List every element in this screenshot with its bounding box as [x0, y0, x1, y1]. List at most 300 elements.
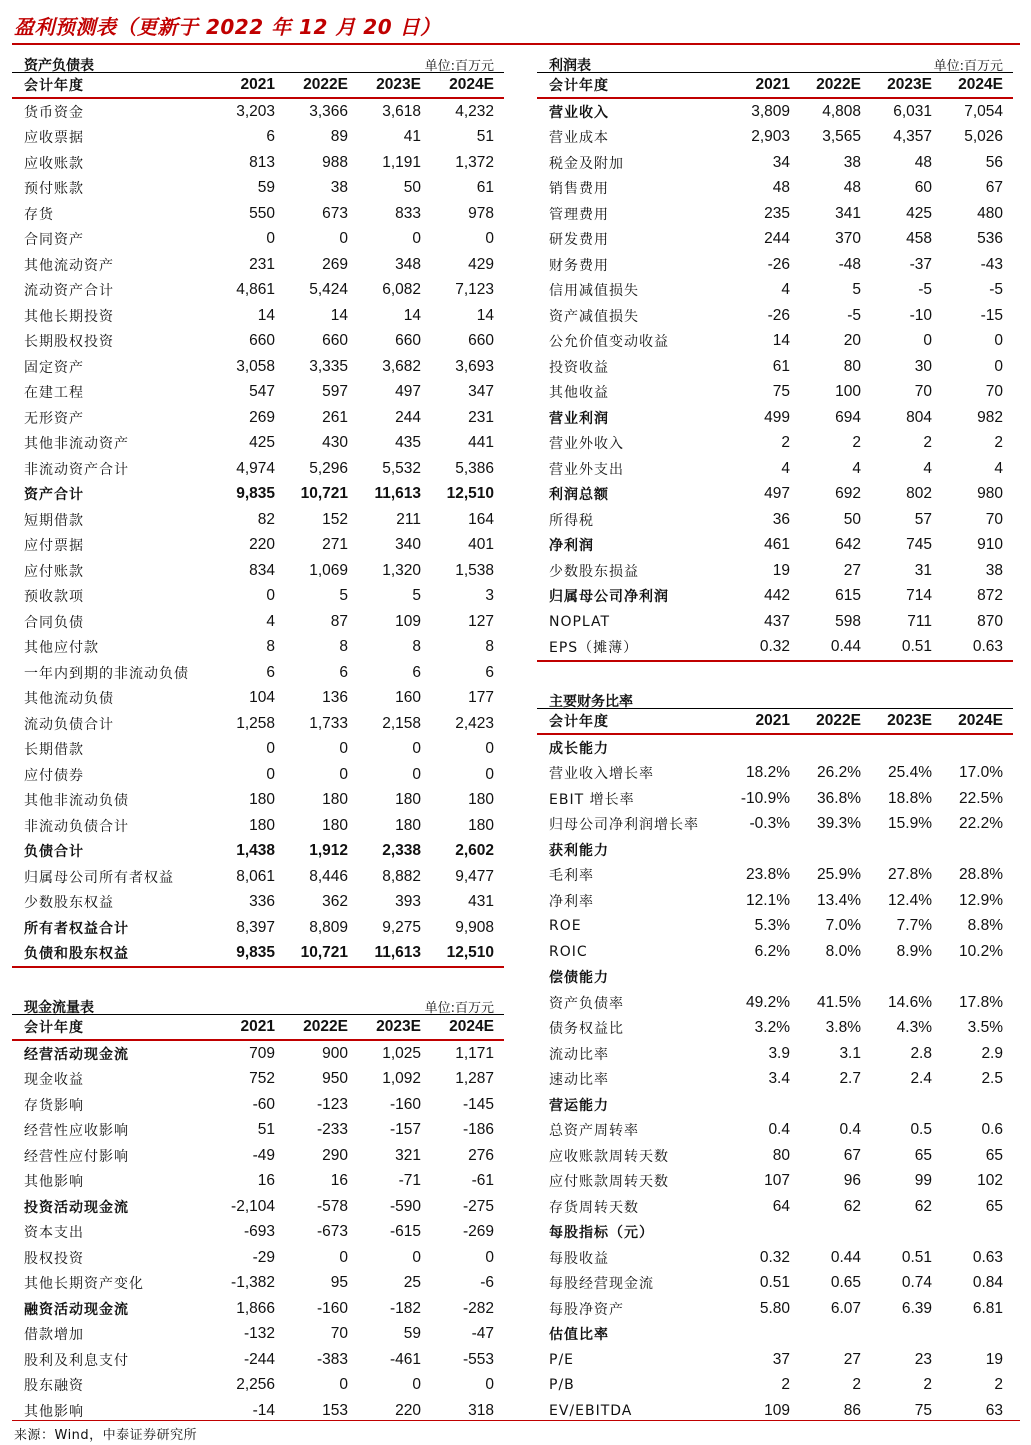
header-label: 会计年度 — [12, 73, 212, 98]
table-row — [537, 914, 1013, 940]
value-cell: 2.8 — [910, 1044, 932, 1062]
table-row — [12, 762, 504, 788]
value-cell: 425 — [249, 434, 275, 452]
value-cell: 2 — [781, 1376, 790, 1394]
value-cell: 642 — [835, 536, 861, 554]
value-cell: 9,908 — [455, 918, 494, 936]
value-cell: 3 — [485, 587, 494, 605]
row-label: 资产负债率 — [549, 995, 624, 1012]
value-cell: 370 — [835, 230, 861, 248]
value-cell: 36.8% — [817, 789, 861, 807]
table-row — [12, 1194, 504, 1220]
value-cell: 615 — [835, 587, 861, 605]
value-cell: 25.4% — [888, 764, 932, 782]
table-row — [537, 584, 1013, 610]
value-cell: 3,693 — [455, 357, 494, 375]
value-cell: 988 — [322, 153, 348, 171]
row-label: 估值比率 — [549, 1327, 609, 1344]
value-cell — [871, 734, 942, 761]
balance-sheet-unit: 单位:百万元 — [424, 59, 494, 74]
value-cell: 348 — [395, 255, 421, 273]
value-cell: 269 — [249, 408, 275, 426]
value-cell: 261 — [322, 408, 348, 426]
value-cell: 0 — [485, 230, 494, 248]
value-cell: 14.6% — [888, 993, 932, 1011]
value-cell: 276 — [468, 1146, 494, 1164]
value-cell: 982 — [977, 408, 1003, 426]
table-row — [12, 456, 504, 482]
value-cell: 50 — [843, 510, 861, 528]
value-cell: 22.2% — [959, 815, 1003, 833]
value-cell — [800, 1322, 871, 1348]
row-label: 合同负债 — [24, 614, 84, 631]
value-cell: 0 — [339, 1376, 348, 1394]
value-cell — [729, 1092, 800, 1118]
value-cell — [942, 1092, 1013, 1118]
value-cell: 3.8% — [825, 1019, 861, 1037]
value-cell: 1,171 — [455, 1044, 494, 1062]
value-cell: 109 — [395, 612, 421, 630]
row-label: 非流动负债合计 — [24, 818, 129, 835]
value-cell: 14 — [772, 332, 790, 350]
value-cell: -14 — [252, 1401, 275, 1419]
table-row — [12, 1245, 504, 1271]
value-cell: 3.9 — [768, 1044, 790, 1062]
value-cell: 3,366 — [309, 102, 348, 120]
value-cell: 27 — [843, 1350, 861, 1368]
value-cell: 5,386 — [455, 459, 494, 477]
table-row — [537, 761, 1013, 787]
value-cell: 714 — [906, 587, 932, 605]
value-cell: 4,808 — [822, 102, 861, 120]
row-label: 投资活动现金流 — [24, 1199, 129, 1216]
row-label: 在建工程 — [24, 385, 84, 402]
value-cell: 0.63 — [972, 1248, 1003, 1266]
row-label: 长期股权投资 — [24, 334, 114, 351]
table-row — [537, 201, 1013, 227]
value-cell: 2,903 — [751, 128, 790, 146]
value-cell: 57 — [914, 510, 932, 528]
value-cell: 536 — [977, 230, 1003, 248]
value-cell: 425 — [906, 204, 932, 222]
value-cell — [729, 965, 800, 991]
value-cell: 180 — [322, 816, 348, 834]
value-cell: 67 — [843, 1146, 861, 1164]
value-cell — [871, 1322, 942, 1348]
table-row — [12, 890, 504, 916]
value-cell: -2,104 — [231, 1197, 275, 1215]
balance-sheet-header — [12, 50, 504, 73]
value-cell: 231 — [468, 408, 494, 426]
value-cell: 0.51 — [759, 1274, 790, 1292]
row-label: P/E — [549, 1351, 575, 1368]
table-row — [537, 1194, 1013, 1220]
value-cell — [871, 1092, 942, 1118]
table-row — [12, 329, 504, 355]
value-cell — [942, 1220, 1013, 1246]
year-column-header: 2021 — [212, 73, 285, 98]
value-cell: 4 — [781, 459, 790, 477]
value-cell: 0.32 — [759, 1248, 790, 1266]
table-row — [12, 839, 504, 865]
table-row — [12, 1169, 504, 1195]
value-cell: 2.5 — [981, 1070, 1003, 1088]
value-cell — [729, 1322, 800, 1348]
value-cell: -269 — [462, 1223, 494, 1241]
row-label: 营业利润 — [549, 410, 609, 427]
row-label: 长期借款 — [24, 742, 84, 759]
cash-flow-header — [12, 992, 504, 1015]
value-cell: 0 — [266, 765, 275, 783]
row-label: 其他收益 — [549, 385, 609, 402]
table-row — [537, 482, 1013, 508]
table-row — [537, 863, 1013, 889]
value-cell: 25.9% — [817, 866, 861, 884]
value-cell: 660 — [468, 332, 494, 350]
row-label: 借款增加 — [24, 1327, 84, 1344]
row-label: 净利润 — [549, 538, 594, 555]
table-row — [12, 98, 504, 125]
value-cell: 56 — [985, 153, 1003, 171]
table-row — [537, 354, 1013, 380]
row-label: 股东融资 — [24, 1378, 84, 1395]
value-cell: 0 — [339, 1248, 348, 1266]
value-cell: 62 — [843, 1197, 861, 1215]
table-row — [537, 635, 1013, 662]
table-row — [537, 1245, 1013, 1271]
value-cell: -590 — [389, 1197, 421, 1215]
value-cell: 0.5 — [910, 1121, 932, 1139]
row-label: 固定资产 — [24, 359, 84, 376]
value-cell — [800, 1220, 871, 1246]
value-cell: 2,256 — [236, 1376, 275, 1394]
value-cell: 0 — [412, 765, 421, 783]
value-cell: 3.5% — [967, 1019, 1003, 1037]
value-cell: 318 — [468, 1401, 494, 1419]
value-cell: 7,054 — [964, 102, 1003, 120]
value-cell: 950 — [322, 1070, 348, 1088]
row-label: 短期借款 — [24, 512, 84, 529]
value-cell: 980 — [977, 485, 1003, 503]
value-cell — [942, 965, 1013, 991]
table-row — [12, 864, 504, 890]
row-label: 资产合计 — [24, 487, 84, 504]
value-cell: 336 — [249, 893, 275, 911]
value-cell — [800, 734, 871, 761]
value-cell: 59 — [257, 179, 275, 197]
row-label: 应收账款 — [24, 155, 84, 172]
value-cell: -26 — [767, 255, 790, 273]
row-label: 非流动资产合计 — [24, 461, 129, 478]
header-label: 会计年度 — [537, 709, 729, 734]
row-label: 合同资产 — [24, 232, 84, 249]
row-label: ROIC — [549, 943, 588, 960]
value-cell: 63 — [985, 1401, 1003, 1419]
value-cell: 180 — [468, 791, 494, 809]
row-label: ROE — [549, 918, 582, 935]
value-cell: 4 — [266, 612, 275, 630]
row-label: 营业收入 — [549, 104, 609, 121]
value-cell: 2 — [852, 434, 861, 452]
value-cell — [729, 734, 800, 761]
value-cell: 153 — [322, 1401, 348, 1419]
value-cell: 435 — [395, 434, 421, 452]
value-cell: -282 — [462, 1299, 494, 1317]
row-label: 其他流动资产 — [24, 257, 114, 274]
value-cell: 1,092 — [382, 1070, 421, 1088]
value-cell: -157 — [389, 1121, 421, 1139]
value-cell: 833 — [395, 204, 421, 222]
row-label: EPS（摊薄） — [537, 635, 729, 662]
row-label: EBIT 增长率 — [549, 791, 635, 808]
value-cell: 0 — [339, 765, 348, 783]
row-label: 一年内到期的非流动负债 — [24, 665, 189, 682]
value-cell: 15.9% — [888, 815, 932, 833]
value-cell: 0.32 — [729, 635, 800, 662]
table-row — [12, 431, 504, 457]
value-cell: 0 — [412, 1248, 421, 1266]
row-label: 股权投资 — [24, 1250, 84, 1267]
table-row — [12, 354, 504, 380]
value-cell: 64 — [772, 1197, 790, 1215]
value-cell: 12.4% — [888, 891, 932, 909]
cash-flow-table — [12, 1015, 504, 1424]
value-cell: 547 — [249, 383, 275, 401]
value-cell: 0.84 — [972, 1274, 1003, 1292]
year-column-header: 2023E — [358, 1015, 431, 1040]
table-row — [12, 278, 504, 304]
year-column-header: 2023E — [871, 73, 942, 98]
table-row — [12, 1220, 504, 1246]
row-label: 获利能力 — [549, 842, 609, 859]
value-cell: 8,809 — [309, 918, 348, 936]
table-row — [537, 329, 1013, 355]
value-cell: 49.2% — [746, 993, 790, 1011]
value-cell: -43 — [980, 255, 1003, 273]
value-cell: 16 — [257, 1172, 275, 1190]
value-cell: 1,258 — [236, 714, 275, 732]
table-row — [12, 558, 504, 584]
value-cell: 41.5% — [817, 993, 861, 1011]
row-label: 归属母公司净利润 — [549, 589, 669, 606]
column-header-row — [537, 73, 1013, 98]
value-cell: 10.2% — [959, 942, 1003, 960]
value-cell: 80 — [843, 357, 861, 375]
row-label: 归母公司净利润增长率 — [549, 817, 699, 834]
value-cell: 497 — [764, 485, 790, 503]
value-cell: 321 — [395, 1146, 421, 1164]
row-label: 预收款项 — [24, 589, 84, 606]
value-cell: 10,721 — [300, 485, 348, 503]
value-cell: 2,602 — [455, 842, 494, 860]
value-cell: 80 — [772, 1146, 790, 1164]
row-label: 每股经营现金流 — [549, 1276, 654, 1293]
row-label: 管理费用 — [549, 206, 609, 223]
value-cell: 1,733 — [309, 714, 348, 732]
row-label: 利润总额 — [549, 487, 609, 504]
value-cell: 19 — [985, 1350, 1003, 1368]
year-column-header: 2022E — [285, 1015, 358, 1040]
value-cell: 6 — [266, 128, 275, 146]
value-cell: 2.4 — [910, 1070, 932, 1088]
value-cell — [800, 1092, 871, 1118]
table-row — [12, 609, 504, 635]
value-cell: 0 — [412, 740, 421, 758]
table-row — [537, 1041, 1013, 1067]
value-cell: 6,031 — [893, 102, 932, 120]
row-label: 其他非流动资产 — [24, 436, 129, 453]
table-row — [12, 660, 504, 686]
table-row — [12, 1271, 504, 1297]
value-cell: 870 — [977, 612, 1003, 630]
value-cell: -5 — [847, 306, 861, 324]
value-cell: 0 — [412, 230, 421, 248]
value-cell: 19 — [772, 561, 790, 579]
column-header-row — [12, 73, 504, 98]
table-row — [537, 888, 1013, 914]
column-header-row — [537, 709, 1013, 734]
income-statement-unit: 单位:百万元 — [933, 59, 1003, 74]
value-cell: 0 — [994, 357, 1003, 375]
row-label: 其他长期资产变化 — [24, 1276, 144, 1293]
value-cell: 0.51 — [871, 635, 942, 662]
value-cell: 9,275 — [382, 918, 421, 936]
value-cell: 4 — [994, 459, 1003, 477]
year-column-header: 2021 — [729, 709, 800, 734]
value-cell: 65 — [985, 1197, 1003, 1215]
value-cell: 14 — [476, 306, 494, 324]
table-row — [537, 405, 1013, 431]
value-cell: 9,835 — [236, 485, 275, 503]
table-row — [537, 98, 1013, 125]
value-cell: 6,082 — [382, 281, 421, 299]
value-cell: -0.3% — [749, 815, 790, 833]
value-cell: 26.2% — [817, 764, 861, 782]
row-label: 少数股东权益 — [24, 895, 114, 912]
table-row — [12, 941, 504, 968]
value-cell: 745 — [906, 536, 932, 554]
value-cell: 48 — [914, 153, 932, 171]
value-cell: 5.80 — [759, 1299, 790, 1317]
value-cell: 550 — [249, 204, 275, 222]
value-cell — [729, 1220, 800, 1246]
value-cell: 177 — [468, 689, 494, 707]
value-cell: 18.2% — [746, 764, 790, 782]
value-cell: 4,357 — [893, 128, 932, 146]
table-row — [12, 788, 504, 814]
year-column-header: 2022E — [800, 73, 871, 98]
row-label: 资本支出 — [24, 1225, 84, 1242]
value-cell: 70 — [914, 383, 932, 401]
value-cell: 8,446 — [309, 867, 348, 885]
table-row — [537, 939, 1013, 965]
table-row — [537, 150, 1013, 176]
value-cell: 597 — [322, 383, 348, 401]
value-cell: 0.44 — [800, 635, 871, 662]
value-cell: 4,232 — [455, 102, 494, 120]
value-cell — [942, 837, 1013, 863]
value-cell: 180 — [249, 791, 275, 809]
row-label: 流动比率 — [549, 1046, 609, 1063]
value-cell: -615 — [389, 1223, 421, 1241]
value-cell: 1,912 — [309, 842, 348, 860]
table-row — [537, 837, 1013, 863]
value-cell: 61 — [476, 179, 494, 197]
value-cell: 4 — [781, 281, 790, 299]
table-row — [537, 1220, 1013, 1246]
row-label: 所得税 — [549, 512, 594, 529]
row-label: 其他长期投资 — [24, 308, 114, 325]
value-cell: 393 — [395, 893, 421, 911]
value-cell: -275 — [462, 1197, 494, 1215]
row-label: 存货影响 — [24, 1097, 84, 1114]
column-header-row — [12, 1015, 504, 1040]
value-cell: 160 — [395, 689, 421, 707]
value-cell: 109 — [764, 1401, 790, 1419]
year-column-header: 2021 — [212, 1015, 285, 1040]
row-label: 营业成本 — [549, 130, 609, 147]
value-cell: 978 — [468, 204, 494, 222]
value-cell: 2.7 — [839, 1070, 861, 1088]
table-row — [537, 990, 1013, 1016]
value-cell: 5,296 — [309, 459, 348, 477]
value-cell: 497 — [395, 383, 421, 401]
table-row — [12, 1118, 504, 1144]
value-cell: 3,203 — [236, 102, 275, 120]
value-cell: 0.4 — [768, 1121, 790, 1139]
table-row — [12, 711, 504, 737]
cash-flow-title: 现金流量表 — [24, 1000, 94, 1016]
value-cell: 4 — [923, 459, 932, 477]
value-cell: 1,438 — [236, 842, 275, 860]
page-title: 盈利预测表（更新于 2022 年 12 月 20 日） — [14, 15, 441, 39]
value-cell: 0 — [923, 332, 932, 350]
row-label: 负债合计 — [24, 844, 84, 861]
value-cell: 8.9% — [896, 942, 932, 960]
table-row — [537, 1347, 1013, 1373]
table-row — [537, 1373, 1013, 1399]
table-row — [12, 1092, 504, 1118]
value-cell: 2 — [923, 1376, 932, 1394]
income-statement-table — [537, 73, 1013, 662]
value-cell: -15 — [980, 306, 1003, 324]
value-cell: 5,026 — [964, 128, 1003, 146]
year-column-header: 2022E — [800, 709, 871, 734]
value-cell: 8 — [485, 638, 494, 656]
value-cell: 27.8% — [888, 866, 932, 884]
year-column-header: 2021 — [729, 73, 800, 98]
value-cell: 220 — [249, 536, 275, 554]
value-cell: 127 — [468, 612, 494, 630]
value-cell: 2.9 — [981, 1044, 1003, 1062]
value-cell: 38 — [330, 179, 348, 197]
table-row — [537, 278, 1013, 304]
value-cell: 180 — [395, 791, 421, 809]
value-cell: 30 — [914, 357, 932, 375]
value-cell: -5 — [918, 281, 932, 299]
value-cell: 6.81 — [972, 1299, 1003, 1317]
value-cell: 14 — [330, 306, 348, 324]
table-row — [537, 380, 1013, 406]
value-cell: 872 — [977, 587, 1003, 605]
value-cell: 9,835 — [212, 941, 285, 968]
table-row — [537, 1271, 1013, 1297]
value-cell: 244 — [764, 230, 790, 248]
row-label: 应付债券 — [24, 767, 84, 784]
row-label: 信用减值损失 — [549, 283, 639, 300]
value-cell: 598 — [835, 612, 861, 630]
value-cell: 61 — [772, 357, 790, 375]
